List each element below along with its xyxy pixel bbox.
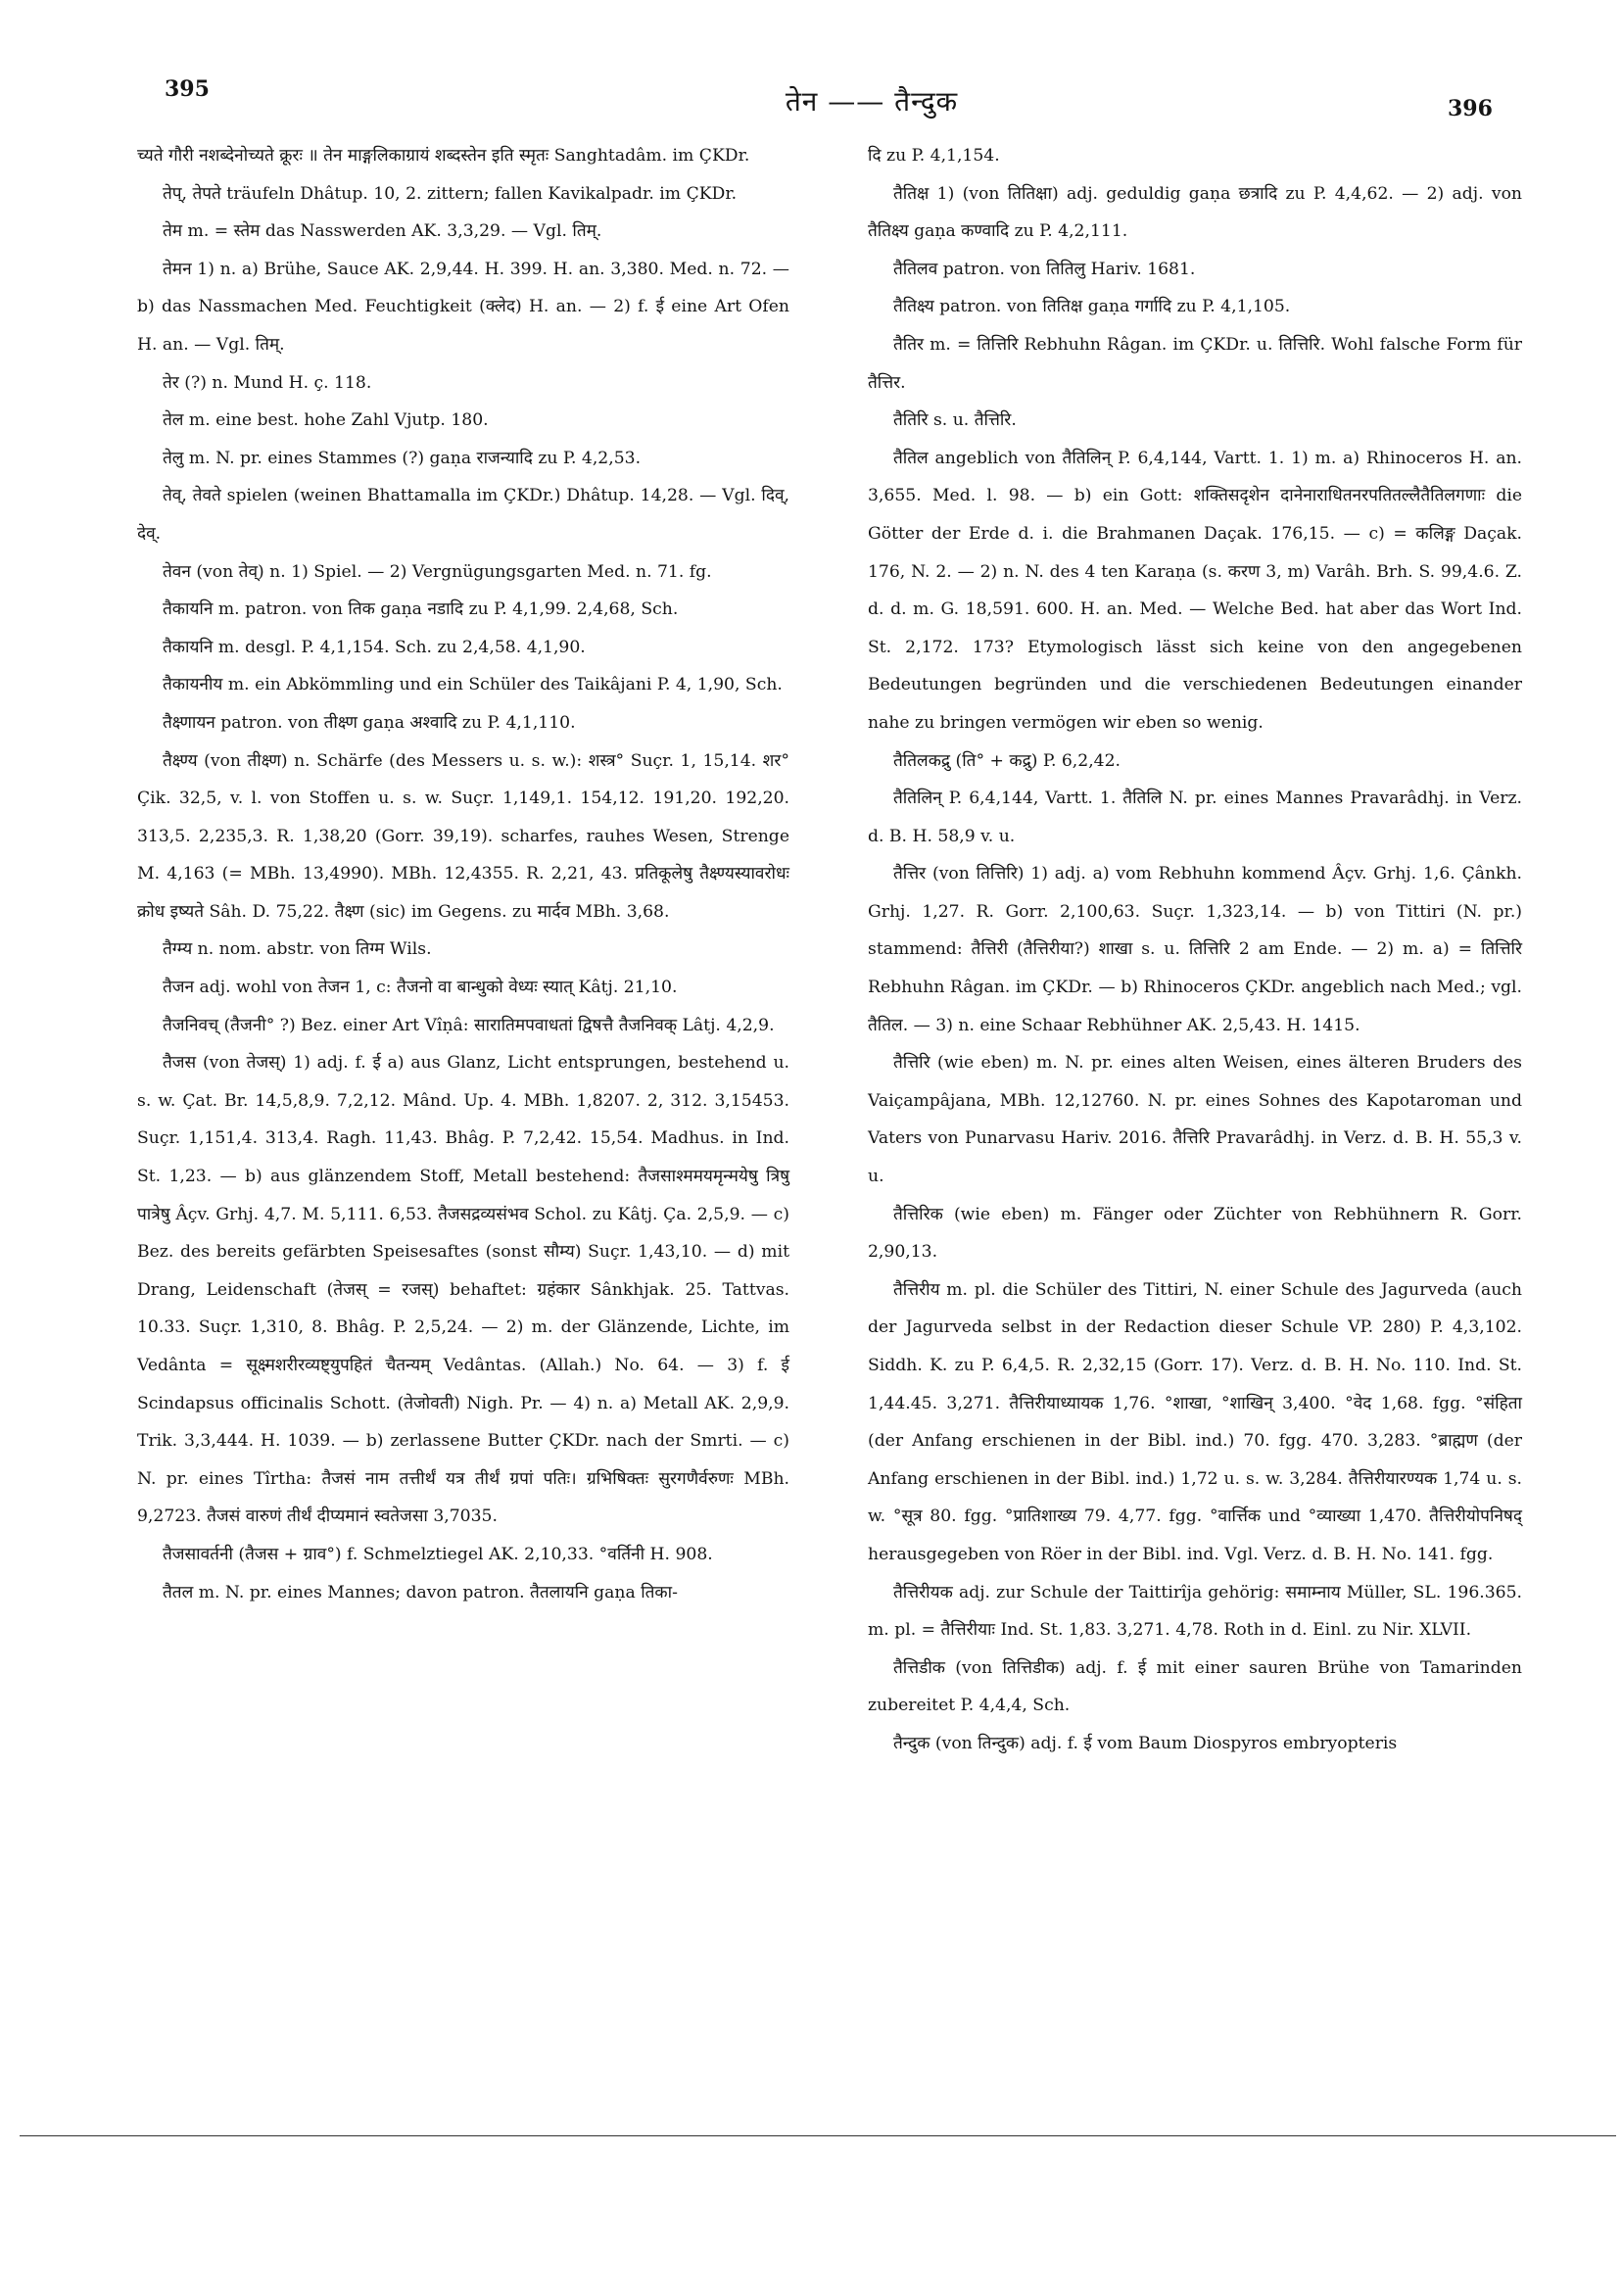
dictionary-entry: तैत्तिरिक (wie eben) m. Fänger oder Züchter von Rebhühnern R. Gorr. 2,90,13. <box>868 1204 1522 1263</box>
dictionary-entry: तैतिरि s. u. तैत्तिरि. <box>893 410 1017 431</box>
dictionary-entry: तैजसावर्तनी (तैजस + ग्राव°) f. Schmelztiegel AK. 2,10,33. °वर्तिनी H. 908. <box>163 1544 713 1564</box>
dictionary-entry: तैकायनीय m. ein Abkömmling und ein Schüler des Taikâjani P. 4, 1,90, Sch. <box>163 675 783 695</box>
dictionary-entry: तेवन (von तेव्) n. 1) Spiel. — 2) Vergnügungsgarten Med. n. 71. fg. <box>163 561 712 582</box>
dictionary-entry: तेव्, तेवते spielen (weinen Bhattamalla im ÇKDr.) Dhâtup. 14,28. — Vgl. दिव्, देव्. <box>137 486 789 544</box>
dictionary-entry: तैत्तिरि (wie eben) m. N. pr. eines alten Weisen, eines älteren Bruders des Vaiçampâjana, MBh. 12,12760. N. pr. eines Sohnes des Kapotaroman und Vaters von Punarvasu Hariv. 2016. तैत्तिरि Pravarâdhj. in Verz. d. B. H. 55,3 v. u. <box>868 1053 1522 1187</box>
footer-rule <box>20 2135 1616 2136</box>
dictionary-entry: तेलु m. N. pr. eines Stammes (?) gaṇa राजन्यादि zu P. 4,2,53. <box>163 448 642 468</box>
dictionary-entry: दि zu P. 4,1,154. <box>868 146 1000 166</box>
dictionary-entry: तैत्तिरीय m. pl. die Schüler des Tittiri, N. einer Schule des Jagurveda (auch der Jagurveda selbst in der Redaction dieser Schule VP. 280) P. 4,3,102. Siddh. K. zu P. 6,4,5. R. 2,32,15 (Gorr. 17). Verz. d. B. H. No. 110. Ind. St. 1,44.45. 3,271. तैत्तिरीयाध्यायक 1,76. °शाखा, °शाखिन् 3,400. °वेद 1,68. fgg. °संहिता (der Anfang erschienen in der Bibl. ind.) 70. fgg. 470. 3,283. °ब्राह्मण (der Anfang erschienen in der Bibl. ind.) 1,72 u. s. w. 3,284. तैत्तिरीयारण्यक 1,74 u. s. w. °सूत्र 80. fgg. °प्रातिशाख्य 79. 4,77. fgg. °वार्त्तिक und °व्याख्या 1,470. तैत्तिरीयोपनिषद् herausgegeben von Röer in der Bibl. ind. Vgl. Verz. d. B. H. No. 141. fgg. <box>868 1279 1522 1564</box>
left-column <box>137 137 789 1611</box>
dictionary-entry: तैक्ष्णायन patron. von तीक्ष्ण gaṇa अश्वादि zu P. 4,1,110. <box>163 712 576 733</box>
page-number-right: 396 <box>1448 96 1493 121</box>
dictionary-entry: तैतिलकद्रु (ति° + कद्रु) P. 6,2,42. <box>893 750 1121 771</box>
dictionary-entry: तेर (?) n. Mund H. ç. 118. <box>163 372 372 393</box>
dictionary-entry: तैजनिवच् (तैजनी° ?) Bez. einer Art Vîṇâ: सारातिमपवाधतां द्विषत्तै तैजनिवक् Lâtj. 4,2,9. <box>163 1015 775 1035</box>
dictionary-entry: तैतिल angeblich von तैतिलिन् P. 6,4,144, Vartt. 1. 1) m. a) Rhinoceros H. an. 3,655. Med. l. 98. — b) ein Gott: शक्तिसदृशेन दानेनाराधितनरपतितल्लैतैतिलगणाः die Götter der Erde d. i. die Brahmanen Daçak. 176,15. — c) = कलिङ्ग Daçak. 176, N. 2. — 2) n. N. des 4 ten Karaṇa (s. करण 3, m) Varâh. Brh. S. 99,4.6. Z. d. d. m. G. 18,591. 600. H. an. Med. — Welche Bed. hat aber das Wort Ind. St. 2,172. 173? Etymologisch lässt sich keine von den angegebenen Bedeutungen begründen und die verschiedenen Bedeutungen einander nahe zu bringen vermögen wir eben so wenig. <box>868 448 1522 733</box>
dictionary-entry: तेम m. = स्तेम das Nasswerden AK. 3,3,29. — Vgl. तिम्. <box>163 221 602 242</box>
right-column <box>868 137 1522 1763</box>
dictionary-entry: तैतिक्ष 1) (von तितिक्षा) adj. geduldig gaṇa छत्रादि zu P. 4,4,62. — 2) adj. von तैतिक्ष्य gaṇa कण्वादि zu P. 4,2,111. <box>868 183 1522 242</box>
dictionary-entry: तैतल m. N. pr. eines Mannes; davon patron. तैतलायनि gaṇa तिका- <box>163 1582 678 1602</box>
dictionary-entry: तेमन 1) n. a) Brühe, Sauce AK. 2,9,44. H. 399. H. an. 3,380. Med. n. 72. — b) das Nassmachen Med. Feuchtigkeit (क्लेद) H. an. — 2) f. ई eine Art Ofen H. an. — Vgl. तिम्. <box>137 259 789 355</box>
running-head: तेन —— तैन्दुक <box>785 85 959 118</box>
dictionary-entry: तैत्तिडीक (von तित्तिडीक) adj. f. ई mit einer sauren Brühe von Tamarinden zubereitet P. 4,4,4, Sch. <box>868 1657 1522 1716</box>
dictionary-entry: तैत्तिर (von तित्तिरि) 1) adj. a) vom Rebhuhn kommend Âçv. Grhj. 1,6. Çânkh. Grhj. 1,27. R. Gorr. 2,100,63. Suçr. 1,323,14. — b) von Tittiri (N. pr.) stammend: तैत्तिरी (तैत्तिरीया?) शाखा s. u. तित्तिरि 2 am Ende. — 2) m. a) = तित्तिरि Rebhuhn Râgan. im ÇKDr. — b) Rhinoceros ÇKDr. angeblich nach Med.; vgl. तैतिल. — 3) n. eine Schaar Rebhühner AK. 2,5,43. H. 1415. <box>868 864 1522 1035</box>
dictionary-entry: तैतिलव patron. von तितिलु Hariv. 1681. <box>893 259 1196 279</box>
dictionary-entry: तैत्तिरीयक adj. zur Schule der Taittirîja gehörig: समाम्नाय Müller, SL. 196.365. m. pl. = तैत्तिरीयाः Ind. St. 1,83. 3,271. 4,78. Roth in d. Einl. zu Nir. XLVII. <box>868 1582 1522 1641</box>
dictionary-entry: तैकायनि m. patron. von तिक gaṇa नडादि zu P. 4,1,99. 2,4,68, Sch. <box>163 599 679 620</box>
dictionary-entry: तैक्ष्ण्य (von तीक्ष्ण) n. Schärfe (des Messers u. s. w.): शस्त्र° Suçr. 1, 15,14. शर° Çik. 32,5, v. l. von Stoffen u. s. w. Suçr. 1,149,1. 154,12. 191,20. 192,20. 313,5. 2,235,3. R. 1,38,20 (Gorr. 39,19). scharfes, rauhes Wesen, Strenge M. 4,163 (= MBh. 13,4990). MBh. 12,4355. R. 2,21, 43. प्रतिकूलेषु तैक्ष्ण्यस्यावरोधः क्रोध इष्यते Sâh. D. 75,22. तैक्ष्ण (sic) im Gegens. zu मार्दव MBh. 3,68. <box>137 750 789 922</box>
dictionary-entry: तेल m. eine best. hohe Zahl Vjutp. 180. <box>163 410 489 431</box>
dictionary-entry: तैकायनि m. desgl. P. 4,1,154. Sch. zu 2,4,58. 4,1,90. <box>163 637 586 657</box>
page-number-left: 395 <box>165 76 210 102</box>
dictionary-entry: च्यते गौरी नशब्देनोच्यते क्रूरः ॥ तेन माङ्गलिकाग्रायं शब्दस्तेन इति स्मृतः Sanghtadâm. im ÇKDr. <box>137 146 750 166</box>
dictionary-entry: तेप्, तेपते träufeln Dhâtup. 10, 2. zittern; fallen Kavikalpadr. im ÇKDr. <box>163 183 738 204</box>
dictionary-entry: तैन्दुक (von तिन्दुक) adj. f. ई vom Baum Diospyros embryopteris <box>893 1733 1398 1753</box>
dictionary-entry: तैतिर m. = तित्तिरि Rebhuhn Râgan. im ÇKDr. u. तित्तिरि. Wohl falsche Form für तैत्तिर. <box>868 334 1522 393</box>
dictionary-entry: तैतिक्ष्य patron. von तितिक्ष gaṇa गर्गादि zu P. 4,1,105. <box>893 297 1291 317</box>
dictionary-entry: तैग्म्य n. nom. abstr. von तिग्म Wils. <box>163 939 432 960</box>
dictionary-entry: तैतिलिन् P. 6,4,144, Vartt. 1. तैतिलि N. pr. eines Mannes Pravarâdhj. in Verz. d. B. H. 58,9 v. u. <box>868 789 1522 846</box>
dictionary-entry: तैजन adj. wohl von तेजन 1, c: तैजनो वा बान्धुको वेध्यः स्यात् Kâtj. 21,10. <box>163 978 678 998</box>
dictionary-entry: तैजस (von तेजस्) 1) adj. f. ई a) aus Glanz, Licht entsprungen, bestehend u. s. w. Çat. Br. 14,5,8,9. 7,2,12. Mând. Up. 4. MBh. 1,8207. 2, 312. 3,15453. Suçr. 1,151,4. 313,4. Ragh. 11,43. Bhâg. P. 7,2,42. 15,54. Madhus. in Ind. St. 1,23. — b) aus glänzendem Stoff, Metall bestehend: तैजसाश्ममयमृन्मयेषु त्रिषु पात्रेषु Âçv. Grhj. 4,7. M. 5,111. 6,53. तैजसद्रव्यसंभव Schol. zu Kâtj. Ça. 2,5,9. — c) Bez. des bereits gefärbten Speisesaftes (sonst सौम्य) Suçr. 1,43,10. — d) mit Drang, Leidenschaft (तेजस् = रजस्) behaftet: ग्रहंकार Sânkhjak. 25. Tattvas. 10.33. Suçr. 1,310, 8. Bhâg. P. 2,5,24. — 2) m. der Glänzende, Lichte, im Vedânta = सूक्ष्मशरीरव्यष्ट्युपहितं चैतन्यम् Vedântas. (Allah.) No. 64. — 3) f. ई Scindapsus officinalis Schott. (तेजोवती) Nigh. Pr. — 4) n. a) Metall AK. 2,9,9. Trik. 3,3,444. H. 1039. — b) zerlassene Butter ÇKDr. nach der Smrti. — c) N. pr. eines Tîrtha: तैजसं नाम तत्तीर्थं यत्र तीर्थं ग्रपां पतिः। ग्रभिषिक्तः सुरगणैर्वरुणः MBh. 9,2723. तैजसं वारुणं तीर्थं दीप्यमानं स्वतेजसा 3,7035. <box>137 1053 789 1527</box>
